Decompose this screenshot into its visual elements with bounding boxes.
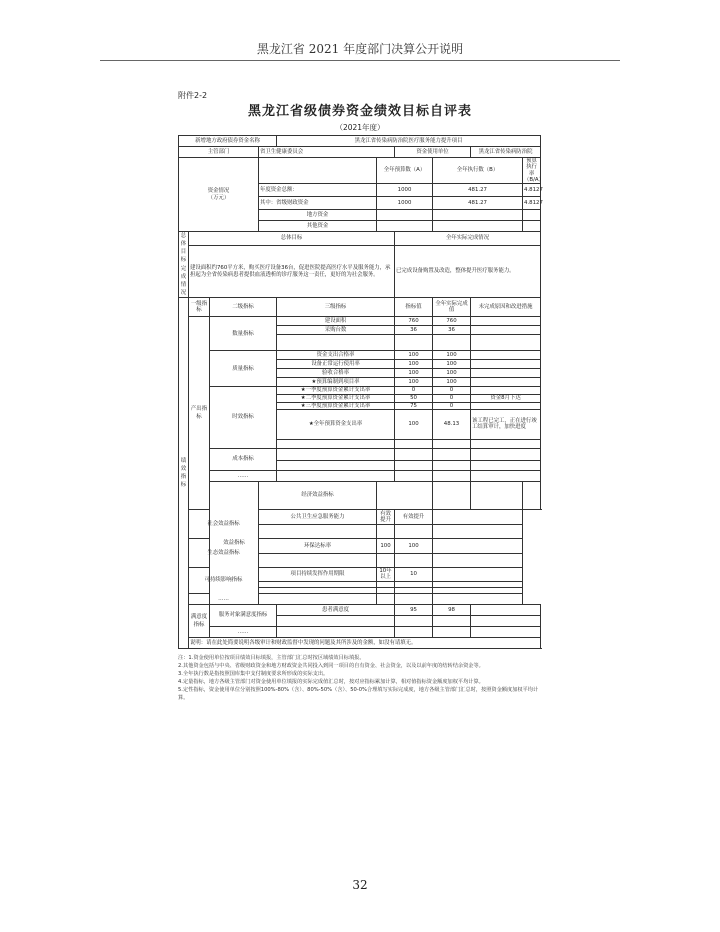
- benefit-label: 效益指标: [210, 481, 259, 604]
- unit-label: 资金使用单位: [395, 147, 471, 158]
- unit-value: 黑龙江省传染病防治院: [471, 147, 541, 158]
- goal-plan-text: 建设面积约760平方米，购买医疗设备36台，促进医院提高医疗水平及服务能力，承担起为全省传染病患者提供血液透析的诊疗服务这一责任，更好的为社会服务。: [189, 245, 395, 297]
- project-name-label: 新增地方政府债券资金名称: [179, 136, 277, 147]
- quantity-label: 数量指标: [210, 317, 277, 351]
- col-rate-header: 预算执行率（B/A）: [524, 158, 544, 183]
- table-row: 社会效益指标 公共卫生应急服务能力 有效提升 有效提升: [179, 510, 541, 525]
- table-row: 地方资金: [179, 210, 541, 221]
- goal-plan-header: 总体目标: [189, 232, 395, 246]
- table-row: 可持续影响指标 项目持续发挥作用期限 10年以上 10: [179, 568, 541, 581]
- form-year: （2021年度）: [335, 123, 385, 132]
- sustain-label: 可持续影响指标: [189, 568, 259, 593]
- table-row: 绩效指标 一级指标 二级指标 三级指标 指标值 全年实际完成值 未完成原因和改进措施: [179, 298, 541, 317]
- table-row: [179, 245, 541, 297]
- funds-label: 资金情况 （万元）: [179, 158, 259, 232]
- table-row: 年度资金总额： 1000 481.27 4.8127: [179, 183, 541, 196]
- eco-label: 生态效益指标: [189, 539, 259, 568]
- page-header: 黑龙江省 2021 年度部门决算公开说明: [256, 42, 464, 56]
- table-row: 产出指标 数量指标 建设面积 760 760: [179, 317, 541, 326]
- page-number: 32: [352, 878, 368, 892]
- table-row: [179, 158, 541, 184]
- table-row: ★三季度预算资金累计支出率 75 0: [179, 402, 541, 409]
- goal-actual-text: 已完成设备购置及改造，整体提升医疗服务能力。: [395, 245, 541, 297]
- table-row: ★二季度预算资金累计支出率 50 0 资金8月下达: [179, 394, 541, 402]
- table-row: [179, 136, 541, 147]
- form-title: 黑龙江省级债券资金绩效目标自评表: [247, 104, 472, 119]
- table-row: [179, 481, 541, 509]
- cost-label: 成本指标: [210, 448, 277, 470]
- table-row: 验收合格率 100 100: [179, 369, 541, 378]
- table-row: ……: [179, 470, 541, 481]
- table-row: [179, 147, 541, 158]
- table-row: [179, 637, 541, 648]
- footnote: 3.全年执行数是指按照国库集中支付制度要求所形成的实际支出。: [178, 671, 329, 678]
- table-row: 其中：省级财政资金 1000 481.27 4.8127: [179, 196, 541, 209]
- footnote: 4.定量指标，地方各级主管部门对资金使用单位填报的实际完成值汇总时，按对应指标累加计算，相对值指标资金额度加权平均计算。: [178, 679, 484, 686]
- table-row: ★全年预算资金支出率 100 48.13 该工程已完工，正在进行竣工结算审计，加快进度: [179, 409, 541, 439]
- goal-label: 总体目标完成情况: [179, 232, 189, 298]
- social-label: 社会效益指标: [189, 510, 259, 539]
- table-row: 设备正常运行使用率 100 100: [179, 360, 541, 369]
- col-budget-header: 全年预算数（A）: [377, 158, 433, 184]
- table-row: [179, 448, 541, 460]
- table-row: 时效指标 ★一季度预算资金累计支出率 0 0: [179, 387, 541, 394]
- table-row: 生态效益指标 环保达标率 100 100: [179, 539, 541, 554]
- goal-actual-header: 全年实际完成情况: [395, 232, 541, 246]
- header-rule: [100, 60, 620, 61]
- time-label: 时效指标: [210, 387, 277, 449]
- perf-label: 绩效指标: [179, 298, 189, 649]
- evaluation-table: [178, 135, 544, 649]
- attachment-label: 附件2-2: [178, 91, 208, 100]
- footnote: 5.定性指标，资金使用单位分别按照100%-80%（含）、80%-50%（含）、50-0%合理填写实际完成度，地方各级主管部门汇总时，按照资金额度加权平均计算。: [178, 687, 539, 702]
- table-row: ★预算编制到项目率 100 100: [179, 378, 541, 387]
- table-row: ……: [179, 593, 541, 604]
- project-name-value: 黑龙江省传染病防治院医疗服务能力提升项目: [277, 136, 541, 147]
- table-row: 采购台数 36 36: [179, 326, 541, 335]
- quality-label: 质量指标: [210, 351, 277, 387]
- footnote: 2.其他资金包括与中央、省级财政资金和地方财政资金共同投入到同一项目的自有资金、社会资金，以及以前年度的结转结余资金等。: [178, 663, 484, 670]
- col-exec-header: 全年执行数（B）: [433, 158, 523, 184]
- dept-label: 主管部门: [179, 147, 259, 158]
- output-label: 产出指标: [189, 317, 210, 510]
- table-row: 其他资金: [179, 221, 541, 232]
- footnotes: [178, 654, 540, 702]
- econ-label: 经济效益指标: [259, 481, 377, 509]
- footnote: 注：1.资金使用单位按项目绩效目标填报，主管部门汇总时按区域绩效目标填报。: [178, 655, 365, 661]
- table-row: ……: [179, 626, 541, 637]
- table-row: 质量指标 资金支出合格率 100 100: [179, 351, 541, 360]
- satis-sub-label: 服务对象满意度指标: [210, 604, 277, 626]
- table-row: [179, 232, 541, 246]
- satisfaction-label: 满意度指标: [189, 604, 210, 637]
- dept-value: 省卫生健康委员会: [259, 147, 395, 158]
- table-row: 满意度指标 服务对象满意度指标 患者满意度 95 98: [179, 604, 541, 615]
- remark: 说明：请在此处简要说明各级审计和财政监督中发现的问题及其所涉及的金额，如没有请填无。: [189, 637, 541, 648]
